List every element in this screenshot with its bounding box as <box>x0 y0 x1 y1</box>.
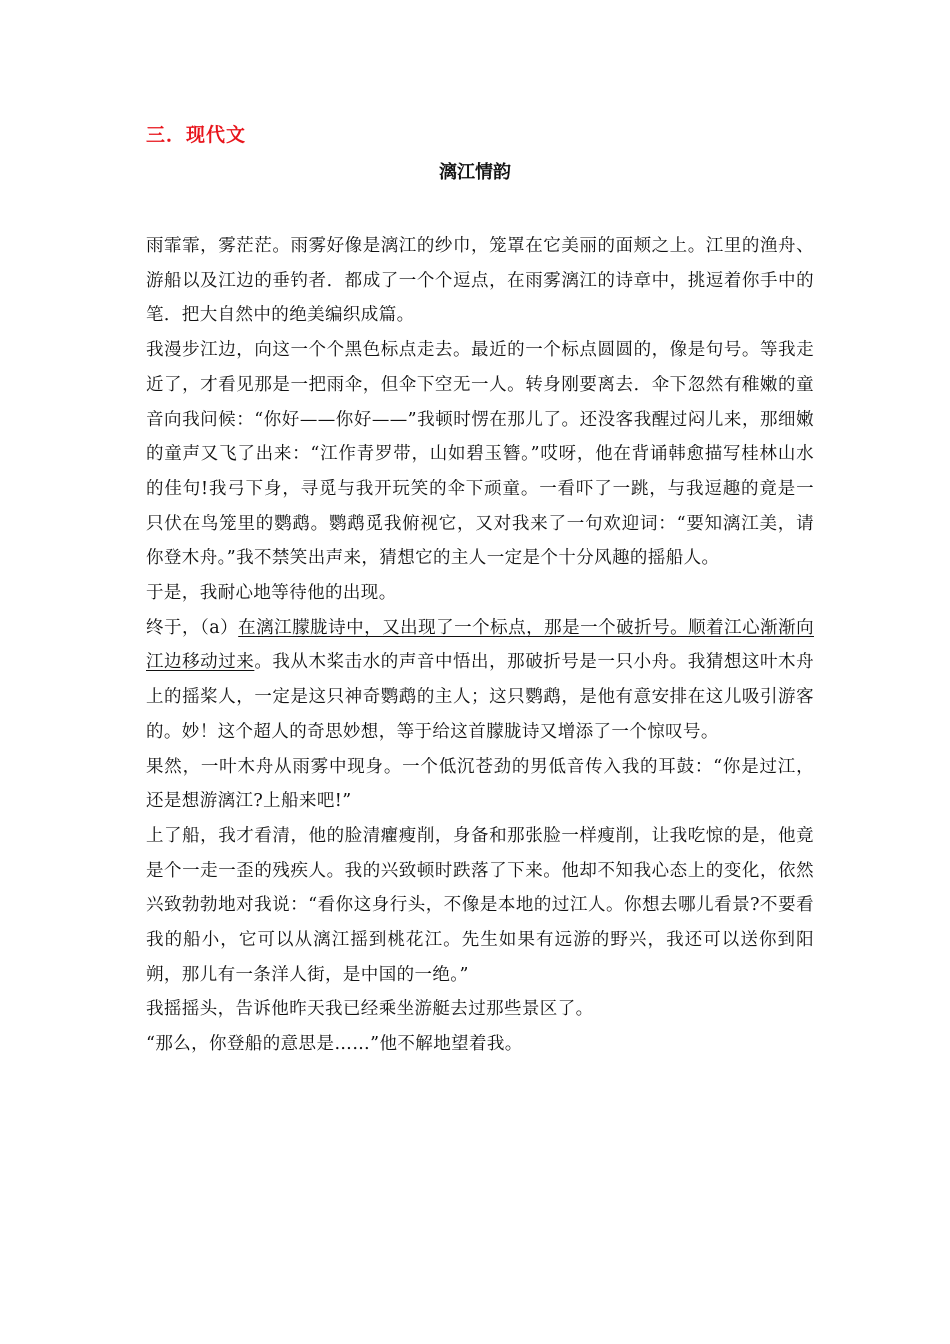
underlined-sentence-a: 在漓江朦胧诗中，又出现了一个标点，那是一个破折号。顺着江心渐渐向江边移动过来 <box>146 617 814 673</box>
paragraph-suffix: 。我从木桨击水的声音中悟出，那破折号是一只小舟。我猜想这叶木舟上的摇桨人，一定是这只神奇鹦鹉的主人；这只鹦鹉，是他有意安排在这儿吸引游客的。妙！这个超人的奇思妙想，等于给这首朦胧诗又增添了一个惊叹号。 <box>146 652 814 742</box>
paragraph-prefix: 终于，（a） <box>146 617 239 638</box>
paragraph: 于是，我耐心地等待他的出现。 <box>146 583 397 604</box>
article-body <box>146 229 814 1062</box>
paragraph: 我漫步江边，向这一个个黑色标点走去。最近的一个标点圆圆的，像是句号。等我走近了，才看见那是一把雨伞，但伞下空无一人。转身刚要离去．伞下忽然有稚嫩的童音向我问候：“你好——你好——”我顿时愣在那儿了。还没客我醒过闷儿来，那细嫩的童声又飞了出来：“江作青罗带，山如碧玉簪。”哎呀，他在背诵韩愈描写桂林山水的佳句!我弓下身，寻觅与我开玩笑的伞下顽童。一看吓了一跳，与我逗趣的竟是一只伏在鸟笼里的鹦鹉。鹦鹉觅我俯视它，又对我来了一句欢迎词：“要知漓江美，请你登木舟。”我不禁笑出声来，猜想它的主人一定是个十分风趣的摇船人。 <box>146 340 814 569</box>
paragraph: 上了船，我才看清，他的脸清癯瘦削，身备和那张脸一样瘦削，让我吃惊的是，他竟是个一走一歪的残疾人。我的兴致顿时跌落了下来。他却不知我心态上的变化，依然兴致勃勃地对我说：“看你这身行头，不像是本地的过江人。你想去哪儿看景?不要看我的船小，它可以从漓江摇到桃花江。先生如果有远游的野兴，我还可以送你到阳朔，那儿有一条洋人街，是中国的一绝。” <box>146 825 814 985</box>
article-title: 漓江情韵 <box>439 162 511 183</box>
paragraph: 雨霏霏，雾茫茫。雨雾好像是漓江的纱巾，笼罩在它美丽的面颊之上。江里的渔舟、游船以及江边的垂钓者．都成了一个个逗点，在雨雾漓江的诗章中，挑逗着你手中的笔．把大自然中的绝美编织成篇。 <box>146 236 814 326</box>
paragraph: 我摇摇头，告诉他昨天我已经乘坐游艇去过那些景区了。 <box>146 999 594 1020</box>
paragraph-with-underline <box>146 611 814 750</box>
paragraph: 果然，一叶木舟从雨雾中现身。一个低沉苍劲的男低音传入我的耳鼓：“你是过江，还是想游漓江?上船来吧!” <box>146 756 814 812</box>
paragraph: “那么，你登船的意思是……”他不解地望着我。 <box>146 1034 523 1055</box>
section-heading: 三．现代文 <box>146 124 247 146</box>
